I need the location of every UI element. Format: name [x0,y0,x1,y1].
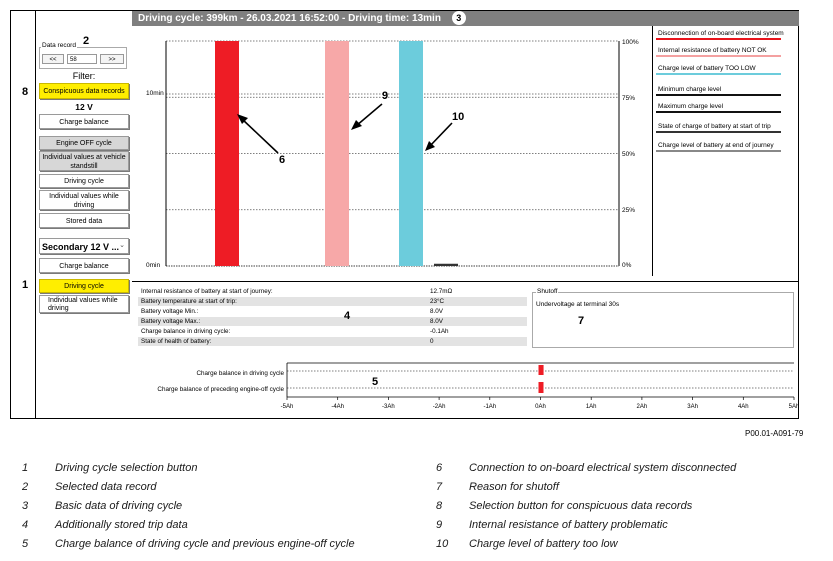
caption-number: 6 [436,462,443,474]
cb-tick-label: -2Ah [432,404,446,410]
legend-label-5: Maximum charge level [658,103,724,110]
caption-text: Additionally stored trip data [55,519,188,531]
secondary-battery-select[interactable] [39,238,129,254]
callout-5: 5 [372,376,379,388]
driving-cycle-button[interactable]: Driving cycle [39,174,129,188]
caption-number: 5 [22,538,29,550]
standstill-values-button[interactable]: Individual values at vehicle standstill [39,151,129,171]
info-value: 8.0V [430,308,443,315]
callout-6: 6 [279,154,286,166]
info-label: Battery voltage Max.: [141,318,201,325]
legend-label-2: Internal resistance of battery NOT OK [658,47,767,54]
caption-number: 9 [436,519,443,531]
caption-text: Connection to on-board electrical system disconnected [469,462,737,474]
info-value: 8.0V [430,318,443,325]
chart-separator [132,281,799,282]
tick-right-25: 25% [622,207,636,214]
legend-swatch-5 [656,111,781,113]
stored-data-button[interactable]: Stored data [39,213,129,228]
chevron-down-icon: ⌄ [119,242,125,249]
caption-number: 10 [436,538,449,550]
callout-3: 3 [452,11,466,25]
cb-tick-label: -4Ah [331,404,345,410]
legend-label-6: State of charge of battery at start of trip [658,123,771,130]
callout-10: 10 [452,111,465,123]
secondary-while-driving-button[interactable]: Individual values while driving [39,295,129,313]
info-label: State of health of battery: [141,338,212,345]
caption-text: Charge level of battery too low [469,538,618,550]
title-bar [132,11,799,26]
secondary-driving-cycle-button[interactable]: Driving cycle [39,279,129,293]
legend-divider [652,26,653,276]
callout-8: 8 [22,86,29,98]
info-row [138,337,527,346]
main-chart [132,26,652,276]
caption-text: Basic data of driving cycle [55,500,183,512]
legend-swatch-3 [656,73,781,75]
shutoff-title: Shutoff [537,288,558,295]
legend-swatch-1 [656,38,781,40]
next-record-button[interactable]: >> [100,54,124,64]
caption-text: Charge balance of driving cycle and previous engine-off cycle [55,538,355,550]
bar-1 [215,41,239,266]
cb-tick-label: -5Ah [280,404,294,410]
legend-label-3: Charge level of battery TOO LOW [658,65,756,72]
record-number-field[interactable]: 58 [67,54,97,64]
bar-4 [434,264,458,266]
cb-bar-2 [539,382,544,393]
v12-heading: 12 V [75,102,93,112]
info-value: -0.1Ah [430,328,449,335]
caption-number: 4 [22,519,29,531]
category-engine-off: Charge balance of preceding engine-off cycle [157,386,284,393]
callout-7: 7 [578,315,585,327]
charge-balance-button[interactable]: Charge balance [39,114,129,129]
info-label: Battery voltage Min.: [141,308,199,315]
info-label: Charge balance in driving cycle: [141,328,231,335]
cb-tick-label: -3Ah [382,404,395,410]
charge-balance-chart [132,355,799,415]
legend-swatch-4 [656,94,781,96]
cb-tick-label: 4Ah [737,404,749,410]
info-label: Internal resistance of battery at start of journey: [141,288,273,295]
category-driving-cycle: Charge balance in driving cycle [196,370,284,377]
info-row [138,287,527,296]
info-value: 23°C [430,298,445,305]
secondary-charge-balance-button[interactable]: Charge balance [39,258,129,273]
caption-number: 7 [436,481,443,493]
legend-swatch-6 [656,131,781,133]
legend-label-4: Minimum charge level [658,86,722,93]
caption-text: Driving cycle selection button [55,462,198,474]
cb-bar-1 [539,365,544,375]
title-text: Driving cycle: 399km - 26.03.2021 16:52:00 - Driving time: 13min [138,13,441,24]
cb-tick-label: 5Ah [788,404,799,410]
cb-tick-label: -1Ah [483,404,497,410]
figure-id: P00.01-A091-79 [745,429,804,438]
tick-left-top: 10min [146,90,164,97]
cb-tick-label: 3Ah [687,404,698,410]
callout-2: 2 [83,35,90,47]
cb-tick-label: 0Ah [535,404,546,410]
engine-off-cycle-button[interactable]: Engine OFF cycle [39,136,129,150]
shutoff-reason: Undervoltage at terminal 30s [536,301,620,308]
info-row [138,327,527,336]
caption-number: 1 [22,462,29,474]
legend-label-1: Disconnection of on-board electrical system [658,30,784,37]
info-value: 12.7mΩ [430,288,453,295]
tick-right-50: 50% [622,151,636,158]
caption-number: 8 [436,500,443,512]
cb-tick-label: 2Ah [636,404,648,410]
caption-number: 3 [22,500,29,512]
info-row [138,307,527,316]
legend-label-7: Charge level of battery at end of journey [658,142,774,149]
caption-number: 2 [22,481,29,493]
tick-left-bottom: 0min [146,262,161,269]
bar-3 [399,41,423,266]
data-record-label: Data record [42,42,76,49]
legend-swatch-2 [656,55,781,57]
caption-text: Reason for shutoff [469,481,559,493]
cb-tick-label: 1Ah [585,404,597,410]
callout-1: 1 [22,279,29,291]
while-driving-values-button[interactable]: Individual values while driving [39,190,129,210]
tick-right-100: 100% [622,39,639,46]
filter-label: Filter: [72,71,96,81]
secondary-battery-label: Secondary 12 V ... [42,242,120,252]
callout-4: 4 [344,310,351,322]
tick-right-0: 0% [622,262,632,269]
caption-text: Selected data record [55,481,157,493]
conspicuous-records-button[interactable]: Conspicuous data records [39,83,129,99]
caption-text: Selection button for conspicuous data records [469,500,693,512]
caption-text: Internal resistance of battery problematic [469,519,668,531]
bar-2 [325,41,349,266]
tick-right-75: 75% [622,95,636,102]
legend-swatch-7 [656,150,781,152]
info-row [138,317,527,326]
callout-9: 9 [382,90,389,102]
info-label: Battery temperature at start of trip: [141,298,237,305]
info-row [138,297,527,306]
prev-record-button[interactable]: << [42,54,64,64]
info-value: 0 [430,338,434,345]
